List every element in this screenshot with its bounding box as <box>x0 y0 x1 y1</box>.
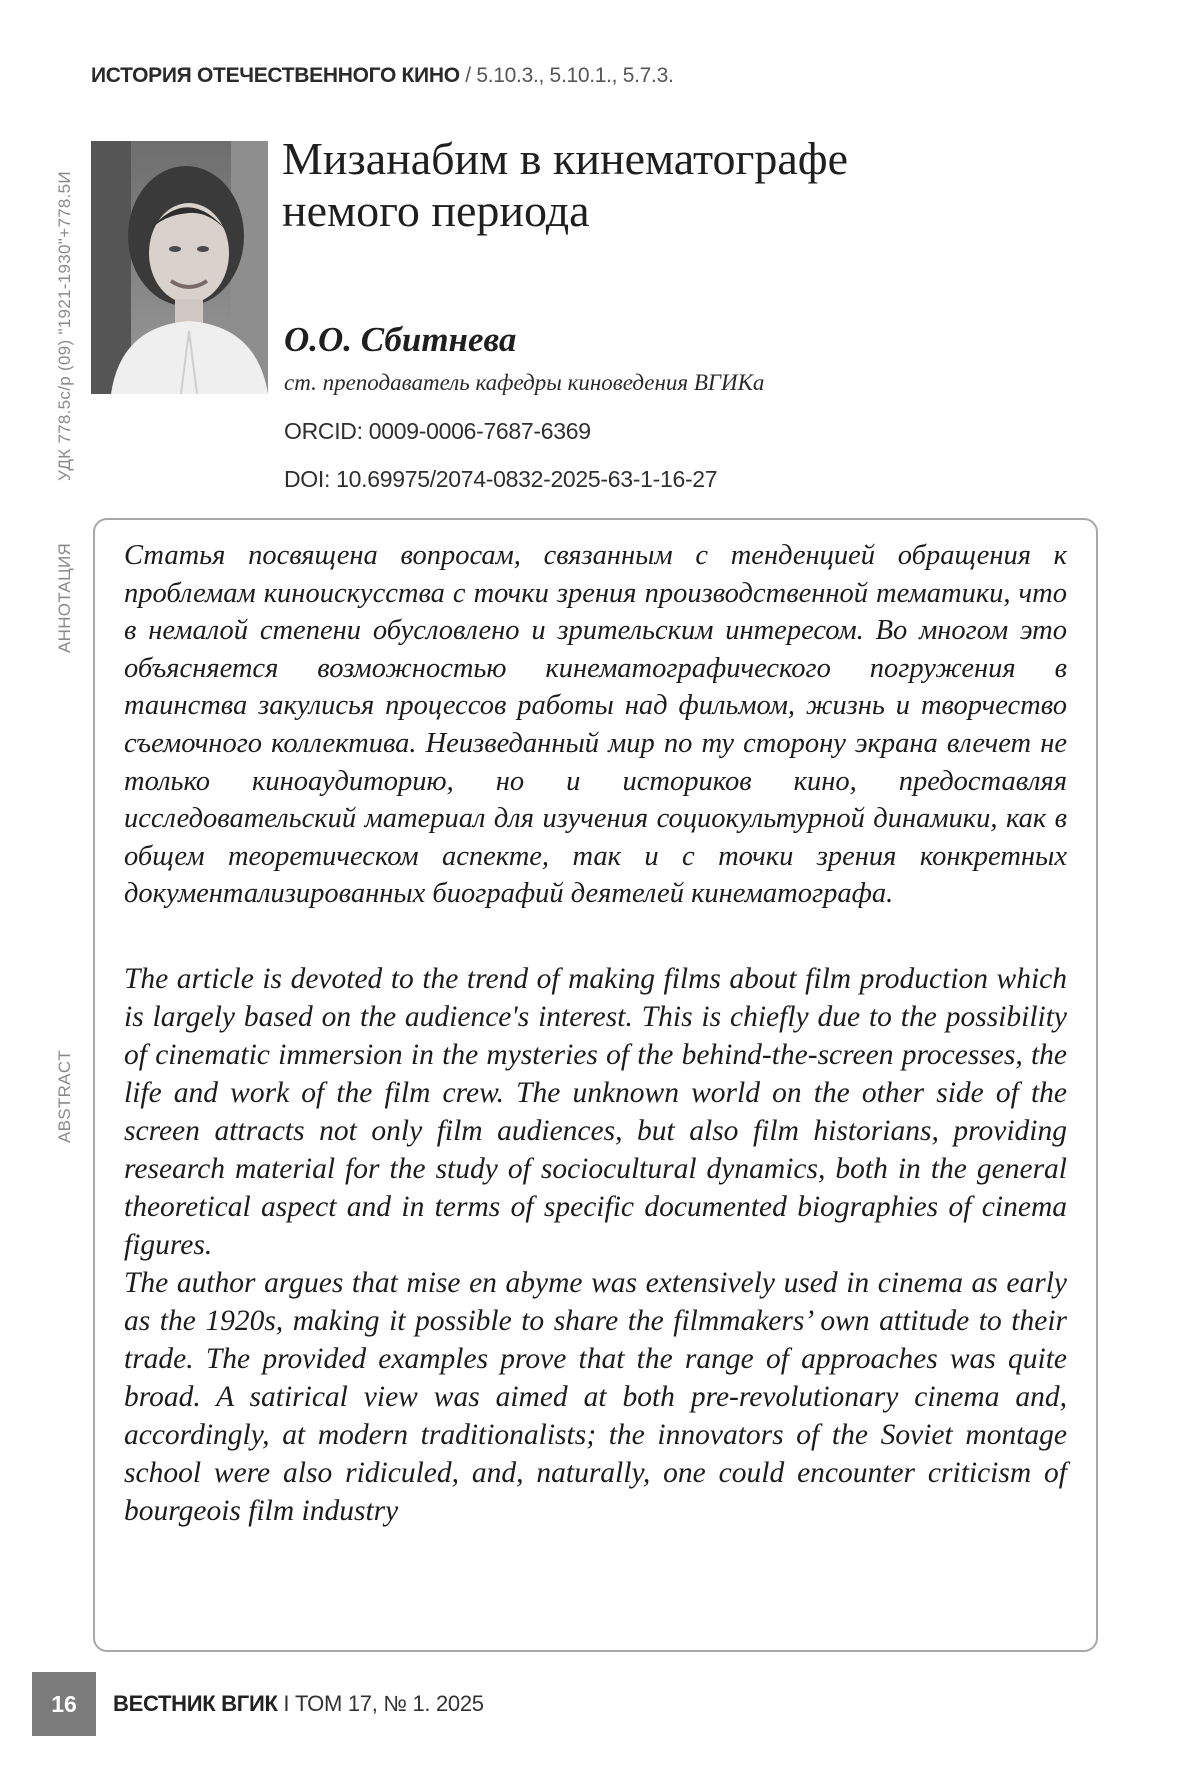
orcid-identifier: ORCID: 0009-0006-7687-6369 <box>284 418 591 444</box>
abstract-gap <box>124 913 1067 960</box>
journal-footer <box>113 1691 484 1717</box>
doi-identifier: DOI: 10.69975/2074-0832-2025-63-1-16-27 <box>284 466 718 492</box>
article-title-line-1: Мизанабим в кинематографе <box>282 133 849 184</box>
article-title-line-2: немого периода <box>282 185 590 236</box>
journal-issue: I ТОМ 17, № 1. 2025 <box>277 1691 484 1716</box>
page-number: 16 <box>32 1672 96 1736</box>
author-position: ст. преподаватель кафедры киноведения ВГИКа <box>284 370 765 395</box>
author-portrait-image <box>91 141 268 394</box>
abstract-box <box>93 518 1098 1652</box>
udk-label: УДК 778.5с/р (09) "1921-1930"+778.5И <box>55 171 74 481</box>
author-name: О.О. Сбитнева <box>284 320 517 359</box>
author-photo <box>91 141 268 394</box>
abstract-en-paragraph-2: The author argues that mise en abyme was extensively used in cinema as early as the 1920s, making it possible to share the filmmakers’ own attitude to their trade. The provided examples prove that the range of approaches was quite broad. A satirical view was aimed at both pre-revolutionary cinema and, accordingly, at modern traditionalists; the innovators of the Soviet montage school were also ridiculed, and, naturally, one could encounter criticism of bourgeois film industry <box>124 1266 1067 1527</box>
annotation-ru-text: Статья посвящена вопросам, связанным с тенденцией обращения к проблемам киноискусства с точки зрения производственной тематики, что в немалой степени обусловлено и зрительским интересом. Во многом это объясняется возможностью кинематографического погружения в таинства закулисья процессов работы над фильмом, жизнь и творчество съемочного коллектива. Неизведанный мир по ту сторону экрана влечет не только киноаудиторию, но и историков кино, предоставляя исследовательский материал для изучения социокультурной динамики, как в общем теоретическом аспекте, так и с точки зрения конкретных документализированных биографий деятелей кинематографа. <box>124 540 1067 910</box>
annotation-label: АННОТАЦИЯ <box>55 542 74 653</box>
rubric-header <box>91 64 674 88</box>
article-title <box>282 133 1132 237</box>
rubric-name: ИСТОРИЯ ОТЕЧЕСТВЕННОГО КИНО <box>91 64 460 87</box>
journal-name: ВЕСТНИК ВГИК <box>113 1691 278 1716</box>
abstract-en-paragraph-1: The article is devoted to the trend of making films about film production which is largely based on the audience's interest. This is chiefly due to the possibility of cinematic immersion in the mysteries of the behind-the-screen processes, the life and work of the film crew. The unknown world on the other side of the screen attracts not only film audiences, but also film historians, providing research material for the study of sociocultural dynamics, both in the general theoretical aspect and in terms of specific documented biographies of cinema figures. <box>124 962 1067 1261</box>
rubric-codes: / 5.10.3., 5.10.1., 5.7.3. <box>459 64 674 87</box>
abstract-label: ABSTRACT <box>55 1049 74 1143</box>
